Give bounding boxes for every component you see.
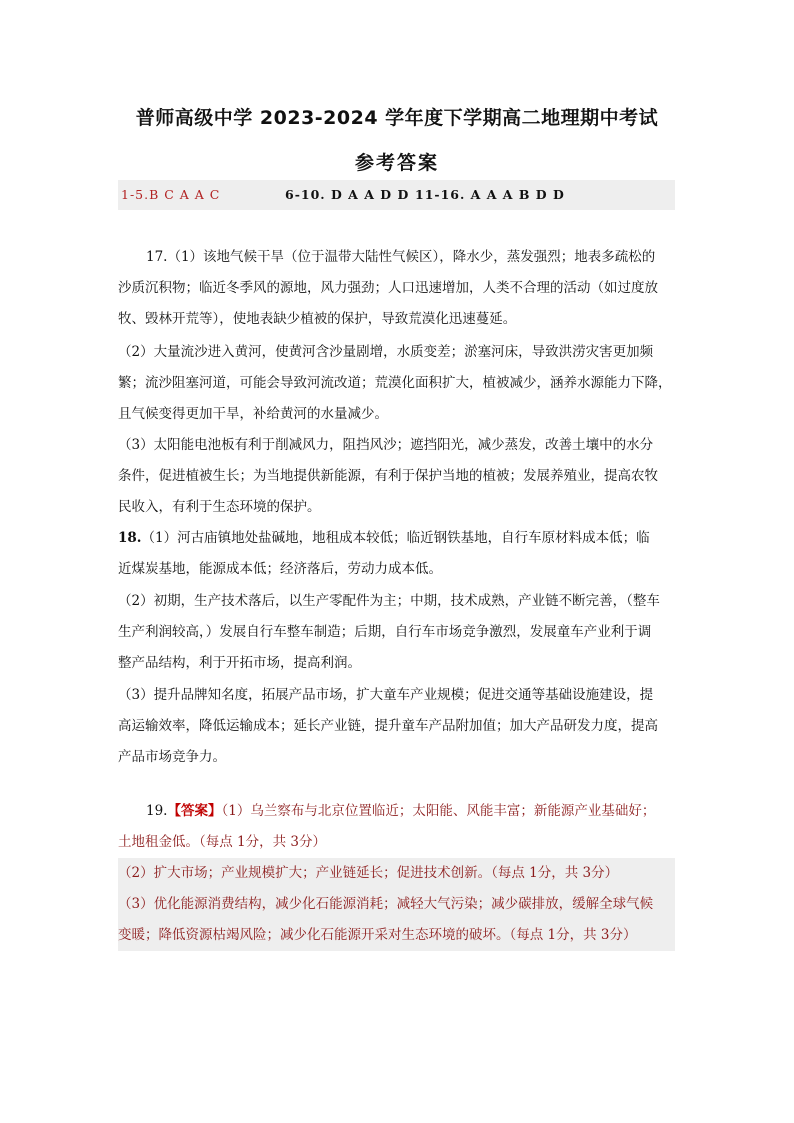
q19-answer-tag: 【答案】 [167, 803, 222, 819]
q17-part2-line: 繁；流沙阻塞河道，可能会导致河流改道；荒漠化面积扩大，植被减少，涵养水源能力下降， [118, 375, 672, 391]
answers-6-10: 6-10. D A A D D [285, 187, 410, 202]
q19-part1-line [118, 796, 675, 827]
q17-part1-line: 牧、毁林开荒等），使地表缺少植被的保护，导致荒漠化迅速蔓延。 [118, 311, 517, 327]
q18-number: 18. [118, 530, 142, 546]
q17-part3-line: 条件，促进植被生长；为当地提供新能源，有利于保护当地的植被；发展养殖业，提高农牧 [118, 468, 658, 484]
q17-part2-line: 且气候变得更加干旱，补给黄河的水量减少。 [118, 406, 388, 422]
q19-part1-text: （1）乌兰察布与北京位置临近；太阳能、风能丰富；新能源产业基础好； [221, 803, 656, 819]
q19-part3-line: （3）优化能源消费结构，减少化石能源消耗；减轻大气污染；减少碳排放，缓解全球气候 [118, 896, 654, 912]
q18-part3 [118, 680, 675, 773]
q19-number: 19. [146, 803, 168, 819]
q19-part3-line: 变暖；降低资源枯竭风险；减少化石能源开采对生态环境的破坏。（每点 1分，共 3分） [118, 927, 637, 943]
q18-part2 [118, 586, 675, 679]
q18-part1-line [118, 523, 675, 554]
q19-part2 [118, 858, 675, 889]
q17-part1-line: 17.（1）该地气候干旱（位于温带大陆性气候区），降水少，蒸发强烈；地表多疏松的 [146, 249, 656, 265]
q18-part2-line: 生产利润较高，）发展自行车整车制造；后期，自行车市场竞争激烈，发展童车产业利于调 [118, 624, 652, 640]
q18-part2-line: 整产品结构，利于开拓市场，提高利润。 [118, 655, 361, 671]
page-title: 普师高级中学 2023-2024 学年度下学期高二地理期中考试 [135, 107, 659, 129]
q17-part3 [118, 430, 675, 523]
q18-part2-line: （2）初期，生产技术落后，以生产零配件为主；中期，技术成熟，产业链不断完善，（整车 [118, 593, 660, 609]
answers-1-5: 1-5.B C A A C [121, 187, 221, 202]
q17-part3-line: 民收入，有利于生态环境的保护。 [118, 499, 321, 515]
q17-part1-line: 沙质沉积物；临近冬季风的源地，风力强劲；人口迅速增加，人类不合理的活动（如过度放 [118, 280, 658, 296]
q17-part3-line: （3）太阳能电池板有利于削减风力，阻挡风沙；遮挡阳光，减少蒸发，改善土壤中的水分 [118, 437, 654, 453]
q18-part1-text: （1）河古庙镇地处盐碱地，地租成本较低；临近钢铁基地，自行车原材料成本低；临 [141, 530, 650, 546]
q18-part1 [118, 523, 675, 585]
q19-part1-line: 土地租金低。（每点 1分，共 3分） [118, 834, 327, 850]
q17-part1 [118, 242, 675, 335]
q18-part3-line: 产品市场竞争力。 [118, 749, 226, 765]
q19-part3 [118, 889, 675, 951]
q17-part2 [118, 337, 675, 430]
q18-part3-line: （3）提升品牌知名度，拓展产品市场，扩大童车产业规模；促进交通等基础设施建设，提 [118, 687, 654, 703]
q19-part2-line: （2）扩大市场；产业规模扩大；产业链延长；促进技术创新。（每点 1分，共 3分） [118, 865, 619, 881]
multiple-choice-answers [118, 180, 675, 210]
q18-part3-line: 高运输效率，降低运输成本；延长产业链，提升童车产品附加值；加大产品研发力度，提高 [118, 718, 658, 734]
answers-11-16: 11-16. A A A B D D [415, 187, 565, 202]
q18-part1-line: 近煤炭基地，能源成本低；经济落后，劳动力成本低。 [118, 561, 442, 577]
q17-part2-line: （2）大量流沙进入黄河，使黄河含沙量剧增，水质变差；淤塞河床，导致洪涝灾害更加频 [118, 344, 654, 360]
page-subtitle: 参考答案 [354, 152, 439, 174]
q19-part1 [118, 796, 675, 858]
